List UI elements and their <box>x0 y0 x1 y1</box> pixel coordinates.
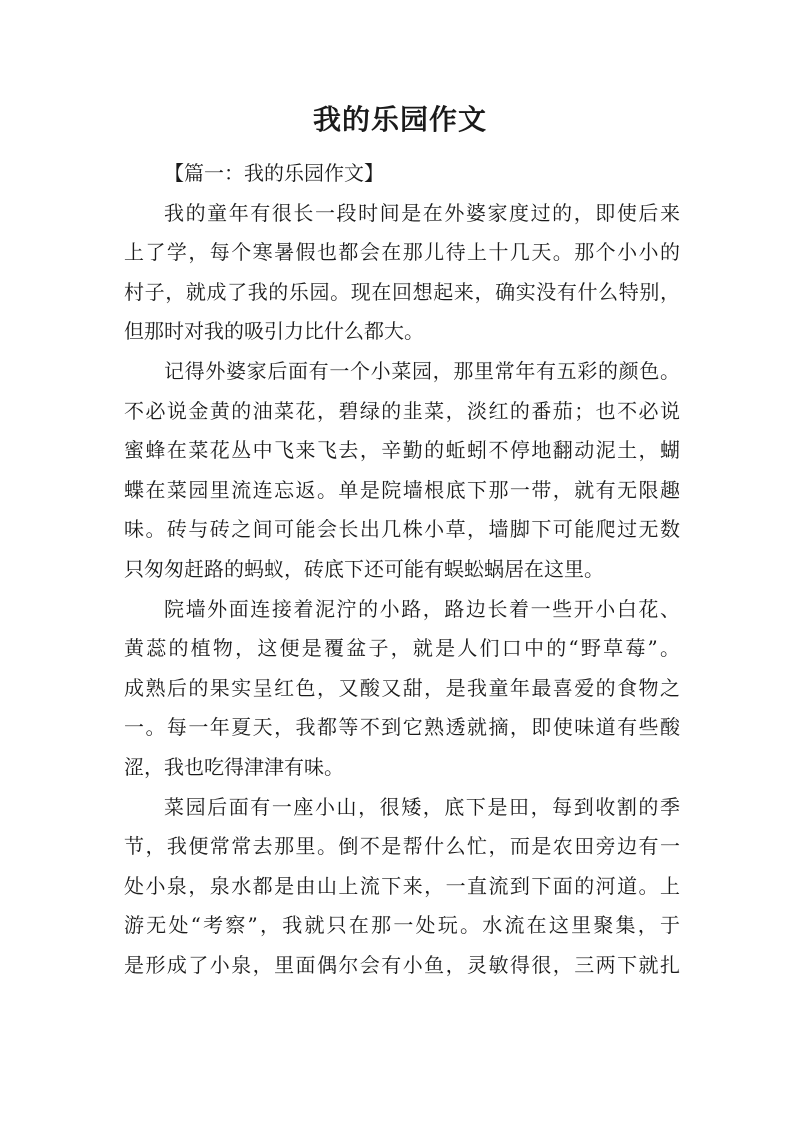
paragraph-4-line-3: 处小泉，泉水都是由山上流下来，一直流到下面的河道。上 <box>124 873 680 898</box>
paragraph-2-line-5: 味。砖与砖之间可能会长出几株小草，墙脚下可能爬过无数 <box>124 517 680 542</box>
paragraph-4-line-5: 是形成了小泉，里面偶尔会有小鱼，灵敏得很，三两下就扎 <box>124 952 680 977</box>
paragraph-1-line-3: 村子，就成了我的乐园。现在回想起来，确实没有什么特别， <box>124 279 680 304</box>
paragraph-3-line-3: 成熟后的果实呈红色，又酸又甜，是我童年最喜爱的食物之 <box>124 675 680 700</box>
section-heading: 【篇一：我的乐园作文】 <box>164 161 384 185</box>
paragraph-4-line-4: 游无处“考察”，我就只在那一处玩。水流在这里聚集，于 <box>124 913 680 938</box>
paragraph-1-line-2: 上了学，每个寒暑假也都会在那儿待上十几天。那个小小的 <box>124 240 680 265</box>
paragraph-2-line-2: 不必说金黄的油菜花，碧绿的韭菜，淡红的番茄；也不必说 <box>124 398 680 423</box>
paragraph-2-line-1: 记得外婆家后面有一个小菜园，那里常年有五彩的颜色。 <box>164 358 680 383</box>
paragraph-4-line-2: 节，我便常常去那里。倒不是帮什么忙，而是农田旁边有一 <box>124 834 680 859</box>
document-body <box>124 154 680 985</box>
paragraph-3-line-5: 涩，我也吃得津津有味。 <box>124 754 344 779</box>
paragraph-3-line-1: 院墙外面连接着泥泞的小路，路边长着一些开小白花、 <box>164 596 680 621</box>
page-title: 我的乐园作文 <box>312 103 487 136</box>
paragraph-1-line-4: 但那时对我的吸引力比什么都大。 <box>124 319 424 344</box>
paragraph-3-line-2: 黄蕊的植物，这便是覆盆子，就是人们口中的“野草莓”。 <box>124 636 680 661</box>
paragraph-2-line-4: 蝶在菜园里流连忘返。单是院墙根底下那一带，就有无限趣 <box>124 477 680 502</box>
paragraph-1-line-1: 我的童年有很长一段时间是在外婆家度过的，即使后来 <box>164 200 680 225</box>
paragraph-2-line-6: 只匆匆赶路的蚂蚁，砖底下还可能有蜈蚣蜗居在这里。 <box>124 556 604 581</box>
paragraph-4-line-1: 菜园后面有一座小山，很矮，底下是田，每到收割的季 <box>164 794 680 819</box>
paragraph-2-line-3: 蜜蜂在菜花丛中飞来飞去，辛勤的蚯蚓不停地翻动泥土，蝴 <box>124 438 680 463</box>
paragraph-3-line-4: 一。每一年夏天，我都等不到它熟透就摘，即使味道有些酸 <box>124 715 680 740</box>
